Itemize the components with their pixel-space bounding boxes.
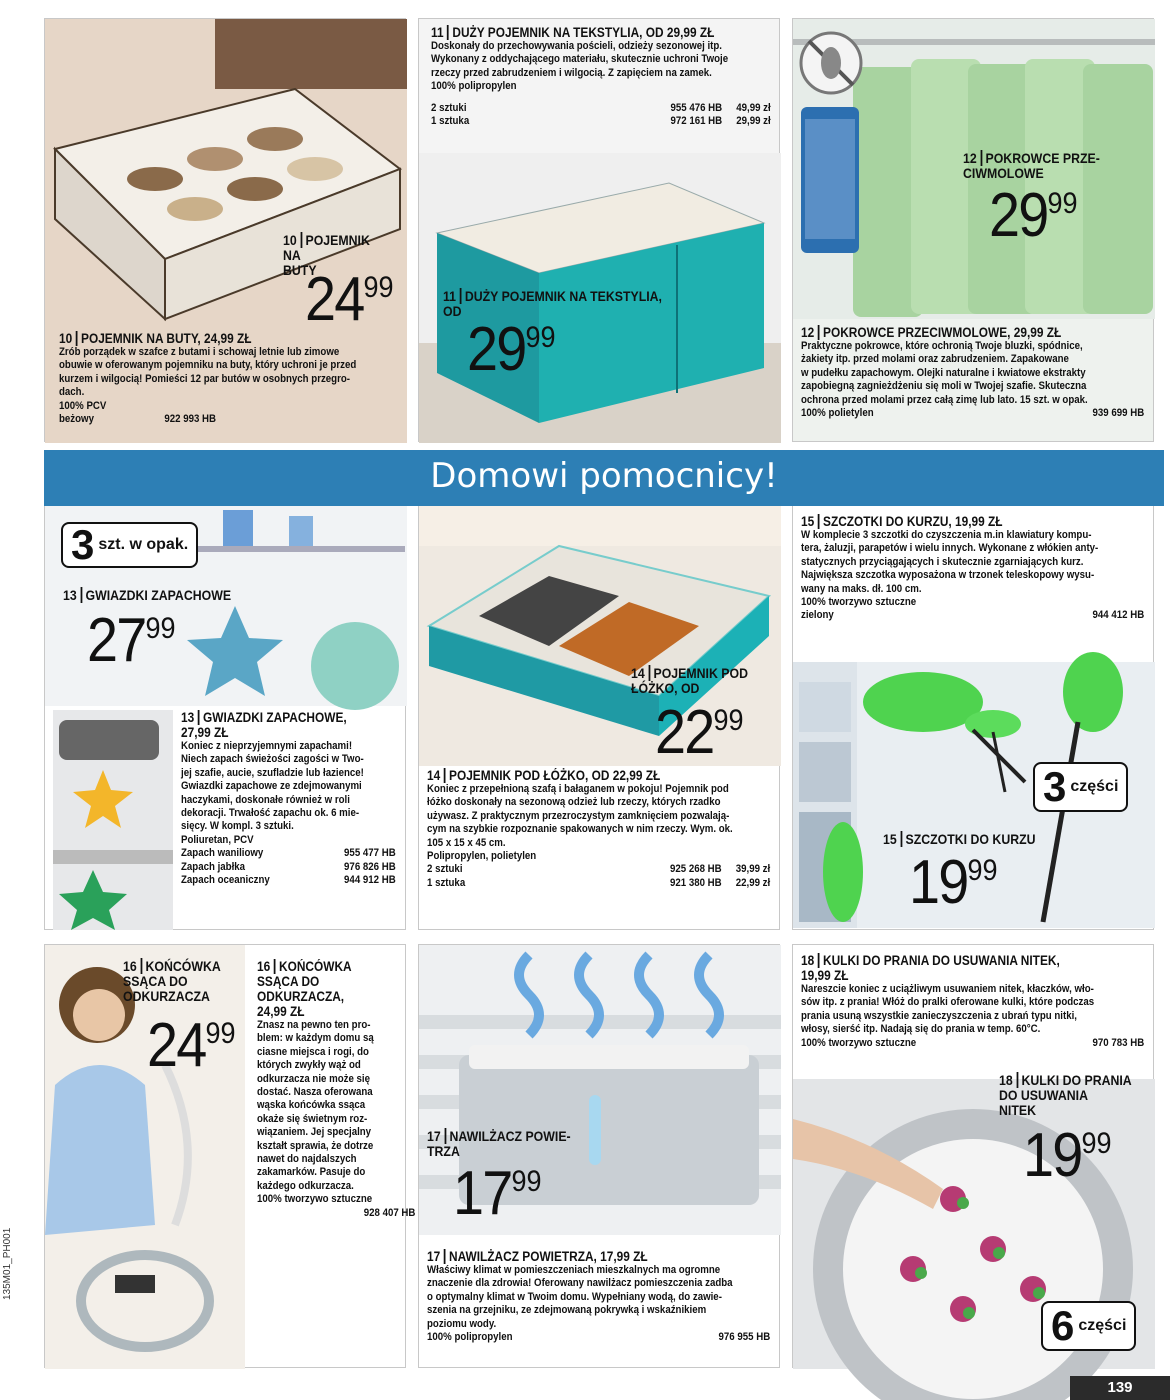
product-panel-10 [44,18,406,442]
product-tag: 17 NAWILŻACZ POWIE- TRZA [427,1128,571,1159]
product-description [801,514,1144,623]
price-display: 1999 [909,848,998,917]
material: 100% tworzywo sztuczne [801,1036,917,1049]
vacuum-nozzle-photo [45,945,245,1369]
page-number: 139 [1070,1376,1170,1400]
product-title: 13 GWIAZDKI ZAPACHOWE, 27,99 ZŁ [181,710,347,740]
variant-table: 2 sztuki 925 268 HB 39,99 zł 1 sztuka 921 380 HB 22,99 zł [427,863,771,889]
variant-table: Zapach waniliowy 955 477 HB Zapach jabłka 976 826 HB Zapach oceaniczny 944 912 HB [181,847,396,887]
product-title: 12 POKROWCE PRZECIWMOLOWE, 29,99 ZŁ [801,325,1062,340]
description-text: Doskonały do przechowywania pościeli, odzieży sezonowej itp. Wykonany z oddychającego materiału, skutecznie uchroni Twoje rzeczy przed zabrudzeniem i wilgocią. Z zapięciem na zamek. [431,40,729,79]
price-display: 1799 [453,1159,542,1228]
tag-label: POJEMNIK NA BUTY [283,232,370,278]
product-description [257,959,415,1220]
product-description [181,710,410,887]
product-tag: 14 POJEMNIK POD ŁÓŻKO, OD [631,665,748,696]
product-title: 16 KOŃCÓWKA SSĄCA DO ODKURZACZA, 24,99 ZŁ [257,959,352,1019]
product-description [59,331,393,426]
pack-badge: 3 szt. w opak. [61,522,198,568]
product-title: 17 NAWILŻACZ POWIETRZA, 17,99 ZŁ [427,1249,648,1264]
price-display: 2499 [147,1011,236,1080]
price-int: 24 [305,265,364,334]
product-panel-13 [44,506,406,930]
description-text: Właściwy klimat w pomieszczeniach mieszkalnych ma ogromne znaczenie dla zdrowia! Oferowany nawilżacz pomieszczenia zadba o optymalny klimat w Twoim domu. Wypełniany wodą, do zawie- szenia na grzejniku, ze zdejmowaną pokrywką i wskaźnikiem poziomu wody. [427,1264,733,1330]
product-description [801,325,1144,420]
description-text: Praktyczne pokrowce, które ochronią Twoje bluzki, spódnice, żakiety itp. przed molami oraz zabrudzeniem. Zapakowane w pudełku zapachowym. Olejki naturalne i kwiatowe ekstrakty zapobiegną zagnieżdżeniu się moli w Twojej szafie. Skuteczna ochrona przed molami przez całą zimę lub lato. 15 szt. w opak. [801,340,1088,406]
product-title: 10 POJEMNIK NA BUTY, 24,99 ZŁ [59,331,252,346]
product-description [427,768,770,890]
product-panel-16 [44,944,416,1368]
variant: beżowy [59,413,94,426]
product-code: 928 407 HB [363,1206,416,1219]
material: 100% polipropylen [427,1331,513,1344]
product-panel-17 [418,944,780,1368]
material: 100% tworzywo sztuczne [801,596,917,609]
banner-title: Domowi pomocnicy! [430,456,778,496]
material: 100% tworzywo sztuczne [257,1193,373,1206]
product-tag: 16 KOŃCÓWKA SSĄCA DO ODKURZACZA [123,958,221,1004]
product-code: 970 783 HB [1092,1036,1145,1049]
description-text: Znasz na pewno ten pro- blem: w każdym domu są ciasne miejsca i rogi, do których zwykły wąż od odkurzacza nie może się dostać. Nasza oferowana wąska końcówka ssąca okaże się świetnym roz- wiązaniem. Jej specjalny kształt sprawia, że dotrze nawet do najdalszych zakamarków. Pasuje do każdego odkurzacza. [257,1019,374,1192]
description-text: W komplecie 3 szczotki do czyszczenia m.in klawiatury kompu- tera, żaluzji, parapetów i wielu innych. Wykonane z włókien anty- statycznych przyciągających i skutecznie zgarniających kurz. Największa szczotka wyposażona w trzonek teleskopowy wysu- wany na maks. dł. 100 cm. [801,529,1099,595]
side-code: 135M01_PH001 [2,1227,13,1300]
product-title: 18 KULKI DO PRANIA DO USUWANIA NITEK, 19,99 ZŁ [801,953,1060,983]
product-panel-18 [792,944,1154,1368]
parts-badge: 3 części [1033,762,1128,812]
price-display: 2999 [467,315,556,384]
material: Poliuretan, PCV [181,833,254,846]
price-display: 1999 [1023,1121,1112,1190]
product-panel-12 [792,18,1154,442]
product-title: 14 POJEMNIK POD ŁÓŻKO, OD 22,99 ZŁ [427,768,661,783]
description-text: Koniec z nieprzyjemnymi zapachami! Niech zapach świeżości zagości w Two- jej szafie, aucie, szufladzie lub łazience! Gwiazdki zapachowe ze zdejmowanymi haczykami, doskonałe również w roli dekoracji. Trwałość zapachu ok. 6 mie- sięcy. W kompl. 3 sztuki. [181,740,364,833]
product-panel-15 [792,506,1154,930]
material: 100% PCV [59,399,107,412]
product-description [427,1249,770,1344]
product-tag: 15 SZCZOTKI DO KURZU [883,831,1036,847]
item-number: 10 [283,232,302,248]
product-code: 922 993 HB [164,413,217,426]
material: 100% polietylen [801,407,874,420]
product-tag: 11 DUŻY POJEMNIK NA TEKSTYLIA, OD [443,288,662,319]
product-code: 976 955 HB [718,1331,771,1344]
product-code: 939 699 HB [1092,407,1145,420]
product-title: 15 SZCZOTKI DO KURZU, 19,99 ZŁ [801,514,1003,529]
variant-table: 2 sztuki 955 476 HB 49,99 zł 1 sztuka 972 161 HB 29,99 zł [431,101,771,128]
description-text: Zrób porządek w szafce z butami i schowaj letnie lub zimowe obuwie w oferowanym pojemniku na buty, który uchroni je przed kurzem i wilgocią! Pomieści 12 par butów w osobnych przegro- dach. [59,346,357,399]
material: Polipropylen, polietylen [427,850,537,863]
parts-badge: 6 części [1041,1301,1136,1351]
variant: zielony [801,609,834,622]
price-display [305,265,394,334]
price-cents: 99 [363,271,394,304]
price-display: 2299 [655,698,744,767]
product-tag: 12 POKROWCE PRZE- CIWMOLOWE [963,150,1100,181]
description-text: Nareszcie koniec z uciążliwym usuwaniem nitek, kłaczków, wło- sów itp. z prania! Włóż do pralki oferowane kulki, które podczas prania usuną wszystkie zanieczyszczenia z ubrań typu nitki, włosy, sierść itp. Nadają się do prania w temp. 60°C. [801,983,1095,1036]
product-panel-14 [418,506,780,930]
product-title: 11 DUŻY POJEMNIK NA TEKSTYLIA, OD 29,99 ZŁ [431,25,715,40]
product-description [431,25,771,128]
product-tag: 13 GWIAZDKI ZAPACHOWE [63,587,232,603]
price-display: 2799 [87,606,176,675]
material: 100% polipropylen [431,80,517,93]
product-tag: 18 KULKI DO PRANIA DO USUWANIA NITEK [999,1072,1132,1118]
section-banner [44,450,1164,506]
description-text: Koniec z przepełnioną szafą i bałaganem w pokoju! Pojemnik pod łóżko doskonały na sezonową odzież lub rzeczy, których rzadko używasz. Z praktycznym przezroczystym zamknięciem pozwalają- cym na szybkie rozpoznanie spakowanych w nim rzeczy. Wym. ok. 105 x 15 x 45 cm. [427,783,733,849]
car-mirror-photo [53,710,173,930]
product-panel-11 [418,18,780,442]
product-description [801,953,1144,1050]
product-code: 944 412 HB [1092,609,1145,622]
price-display: 2999 [989,181,1078,250]
